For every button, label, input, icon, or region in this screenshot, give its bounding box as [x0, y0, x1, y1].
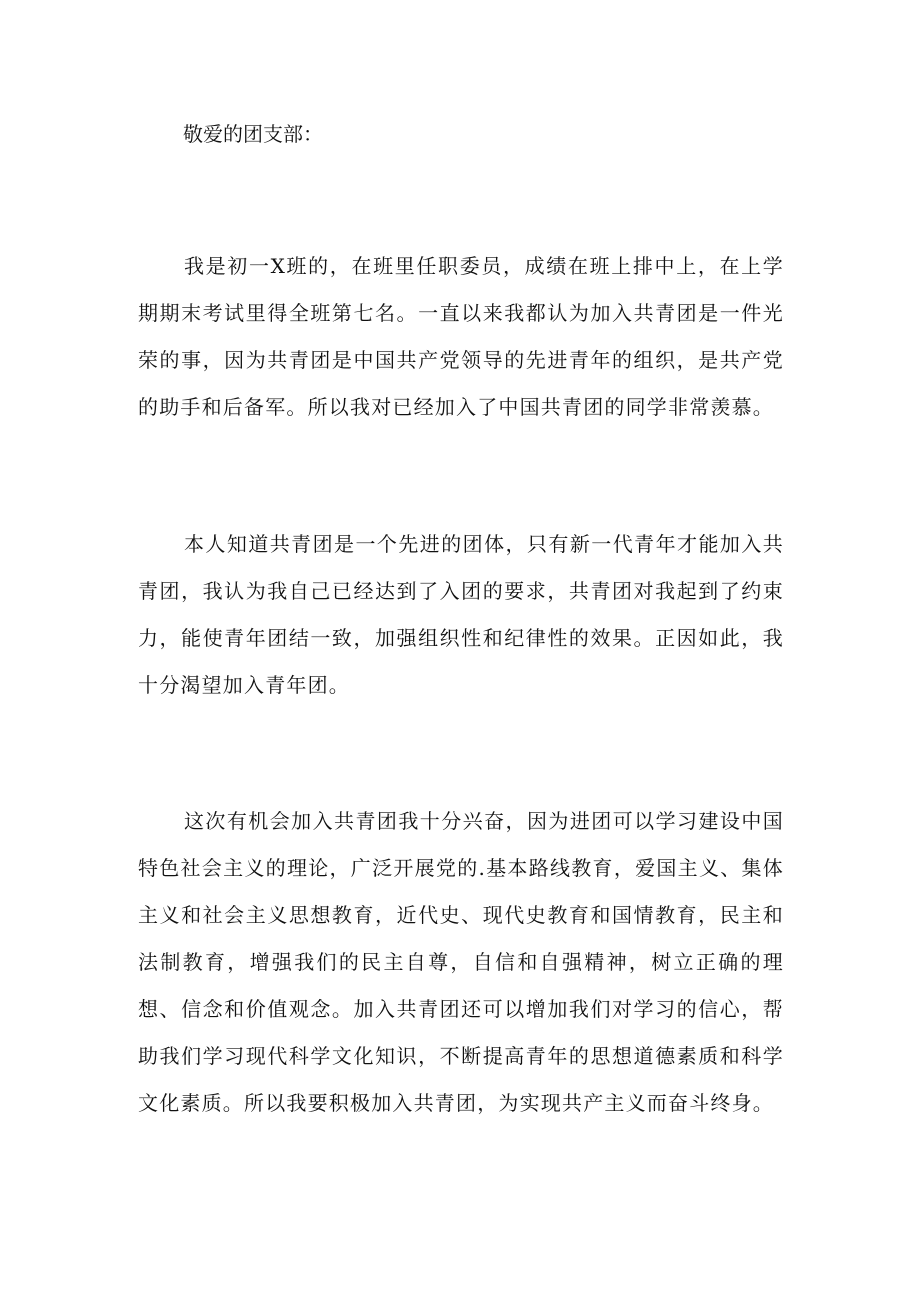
salutation: 敬爱的团支部：	[183, 122, 323, 146]
paragraph-3: 这次有机会加入共青团我十分兴奋，因为进团可以学习建设中国特色社会主义的理论，广泛开展党的.基本路线教育，爱国主义、集体主义和社会主义思想教育，近代史、现代史教育和国情教育，民主和法制教育，增强我们的民主自尊，自信和自强精神，树立正确的理想、信念和价值观念。加入共青团还可以增加我们对学习的信心，帮助我们学习现代科学文化知识，不断提高青年的思想道德素质和科学文化素质。所以我要积极加入共青团，为实现共产主义而奋斗终身。	[138, 809, 784, 1115]
paragraph-2: 本人知道共青团是一个先进的团体，只有新一代青年才能加入共青团，我认为我自己已经达到了入团的要求，共青团对我起到了约束力，能使青年团结一致，加强组织性和纪律性的效果。正因如此，我十分渴望加入青年团。	[138, 532, 784, 697]
paragraph-1: 我是初一X班的，在班里任职委员，成绩在班上排中上，在上学期期末考试里得全班第七名。一直以来我都认为加入共青团是一件光荣的事，因为共青团是中国共产党领导的先进青年的组织，是共产党的助手和后备军。所以我对已经加入了中国共青团的同学非常羡慕。	[138, 254, 784, 419]
